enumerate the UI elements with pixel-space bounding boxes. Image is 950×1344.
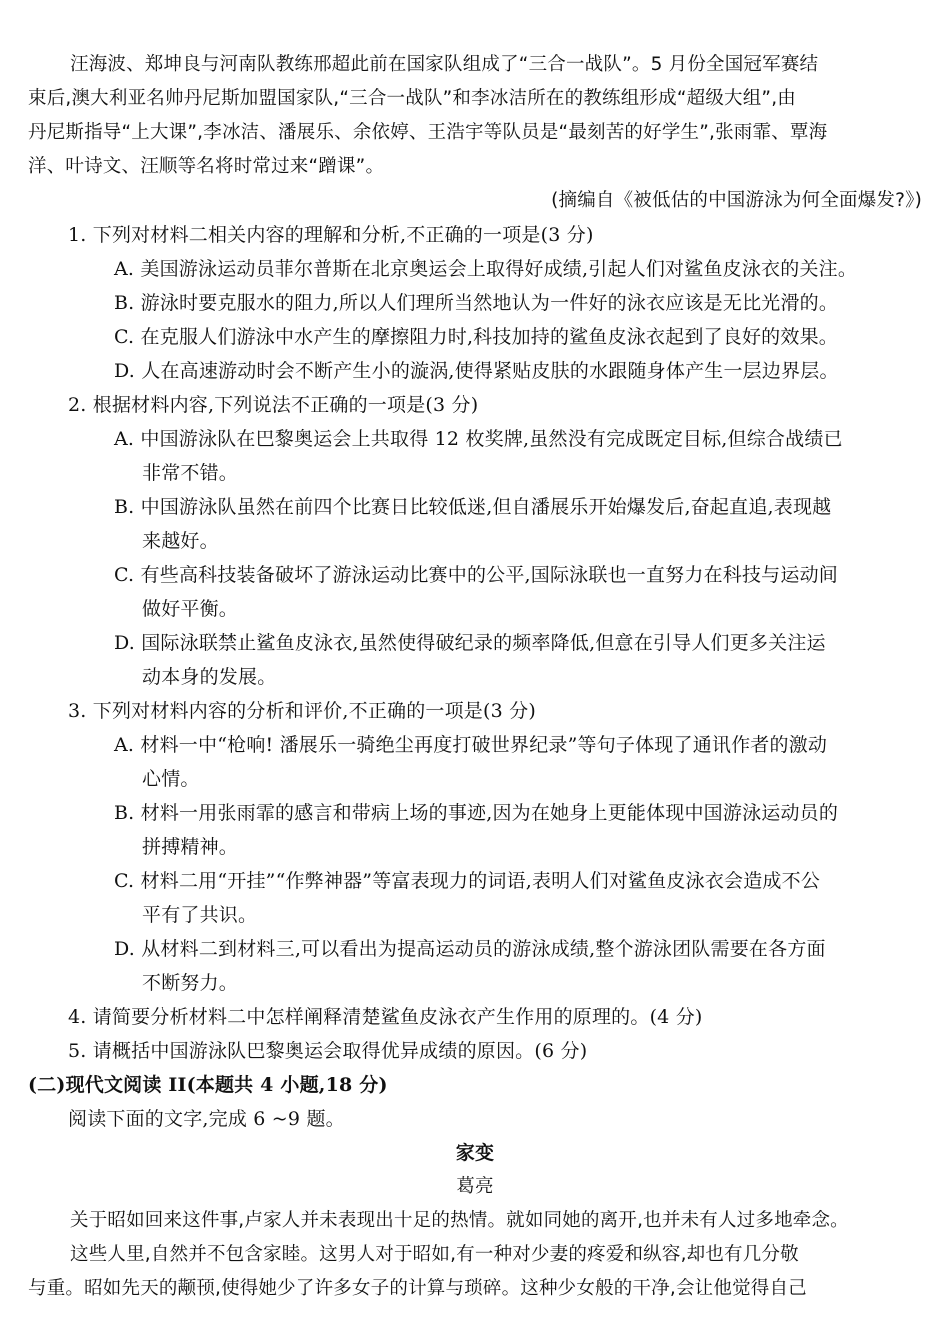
question-2-stem: 2. 根据材料内容,下列说法不正确的一项是(3 分) bbox=[68, 394, 479, 416]
question-2-option-d-line-2: 动本身的发展。 bbox=[142, 666, 277, 688]
question-1-option-a: A. 美国游泳运动员菲尔普斯在北京奥运会上取得好成绩,引起人们对鲨鱼皮泳衣的关注。 bbox=[114, 258, 858, 280]
passage-line-3: 丹尼斯指导“上大课”,李冰洁、潘展乐、余依婷、王浩宇等队员是“最刻苦的好学生”,张雨霏、覃海 bbox=[28, 122, 828, 143]
question-5-stem: 5. 请概括中国游泳队巴黎奥运会取得优异成绩的原因。(6 分) bbox=[68, 1040, 588, 1062]
question-2-option-a-line-1: A. 中国游泳队在巴黎奥运会上共取得 12 枚奖牌,虽然没有完成既定目标,但综合战绩已 bbox=[114, 428, 843, 450]
question-1-option-c: C. 在克服人们游泳中水产生的摩擦阻力时,科技加持的鲨鱼皮泳衣起到了良好的效果。 bbox=[114, 326, 838, 348]
section-2-instruction: 阅读下面的文字,完成 6 ~9 题。 bbox=[68, 1108, 345, 1130]
question-3-stem: 3. 下列对材料内容的分析和评价,不正确的一项是(3 分) bbox=[68, 700, 536, 722]
question-3-option-d-line-2: 不断努力。 bbox=[142, 972, 239, 994]
question-2-option-b-line-1: B. 中国游泳队虽然在前四个比赛日比较低迷,但自潘展乐开始爆发后,奋起直追,表现越 bbox=[114, 496, 832, 518]
question-2-option-c-line-1: C. 有些高科技装备破坏了游泳运动比赛中的公平,国际泳联也一直努力在科技与运动间 bbox=[114, 564, 838, 586]
question-1-option-b: B. 游泳时要克服水的阻力,所以人们理所当然地认为一件好的泳衣应该是无比光滑的。 bbox=[114, 292, 839, 314]
question-2-option-b-line-2: 来越好。 bbox=[142, 530, 219, 552]
question-3-option-b-line-1: B. 材料一用张雨霏的感言和带病上场的事迹,因为在她身上更能体现中国游泳运动员的 bbox=[114, 802, 839, 824]
question-1-option-d: D. 人在高速游动时会不断产生小的漩涡,使得紧贴皮肤的水跟随身体产生一层边界层。 bbox=[114, 360, 839, 382]
question-3-option-b-line-2: 拼搏精神。 bbox=[142, 836, 239, 858]
question-2-option-d-line-1: D. 国际泳联禁止鲨鱼皮泳衣,虽然使得破纪录的频率降低,但意在引导人们更多关注运 bbox=[114, 632, 826, 654]
passage-line-1: 汪海波、郑坤良与河南队教练邢超此前在国家队组成了“三合一战队”。5 月份全国冠军赛结 bbox=[70, 54, 819, 75]
question-2-option-c-line-2: 做好平衡。 bbox=[142, 598, 239, 620]
story-title: 家变 bbox=[455, 1142, 495, 1164]
question-1-stem: 1. 下列对材料二相关内容的理解和分析,不正确的一项是(3 分) bbox=[68, 224, 594, 246]
story-line-1: 关于昭如回来这件事,卢家人并未表现出十足的热情。就如同她的离开,也并未有人过多地牵念。 bbox=[70, 1210, 849, 1231]
question-3-option-a-line-1: A. 材料一中“枪响! 潘展乐一骑绝尘再度打破世界纪录”等句子体现了通讯作者的激动 bbox=[114, 734, 828, 756]
passage-source: (摘编自《被低估的中国游泳为何全面爆发?》) bbox=[551, 190, 922, 211]
passage-line-4: 洋、叶诗文、汪顺等名将时常过来“蹭课”。 bbox=[28, 156, 385, 177]
section-2-heading: (二)现代文阅读 II(本题共 4 小题,18 分) bbox=[28, 1074, 388, 1096]
question-4-stem: 4. 请简要分析材料二中怎样阐释清楚鲨鱼皮泳衣产生作用的原理的。(4 分) bbox=[68, 1006, 703, 1028]
passage-line-2: 束后,澳大利亚名帅丹尼斯加盟国家队,“三合一战队”和李冰洁所在的教练组形成“超级大组”,由 bbox=[28, 88, 796, 109]
question-2-option-a-line-2: 非常不错。 bbox=[142, 462, 239, 484]
question-3-option-d-line-1: D. 从材料二到材料三,可以看出为提高运动员的游泳成绩,整个游泳团队需要在各方面 bbox=[114, 938, 826, 960]
story-author: 葛亮 bbox=[456, 1176, 494, 1197]
question-3-option-c-line-2: 平有了共识。 bbox=[142, 904, 258, 926]
question-3-option-a-line-2: 心情。 bbox=[142, 768, 200, 790]
story-line-2: 这些人里,自然并不包含家睦。这男人对于昭如,有一种对少妻的疼爱和纵容,却也有几分敬 bbox=[70, 1244, 799, 1265]
question-3-option-c-line-1: C. 材料二用“开挂”“作弊神器”等富表现力的词语,表明人们对鲨鱼皮泳衣会造成不公 bbox=[114, 870, 821, 892]
story-line-3: 与重。昭如先天的颟顸,使得她少了许多女子的计算与琐碎。这种少女般的干净,会让他觉得自己 bbox=[28, 1278, 807, 1299]
